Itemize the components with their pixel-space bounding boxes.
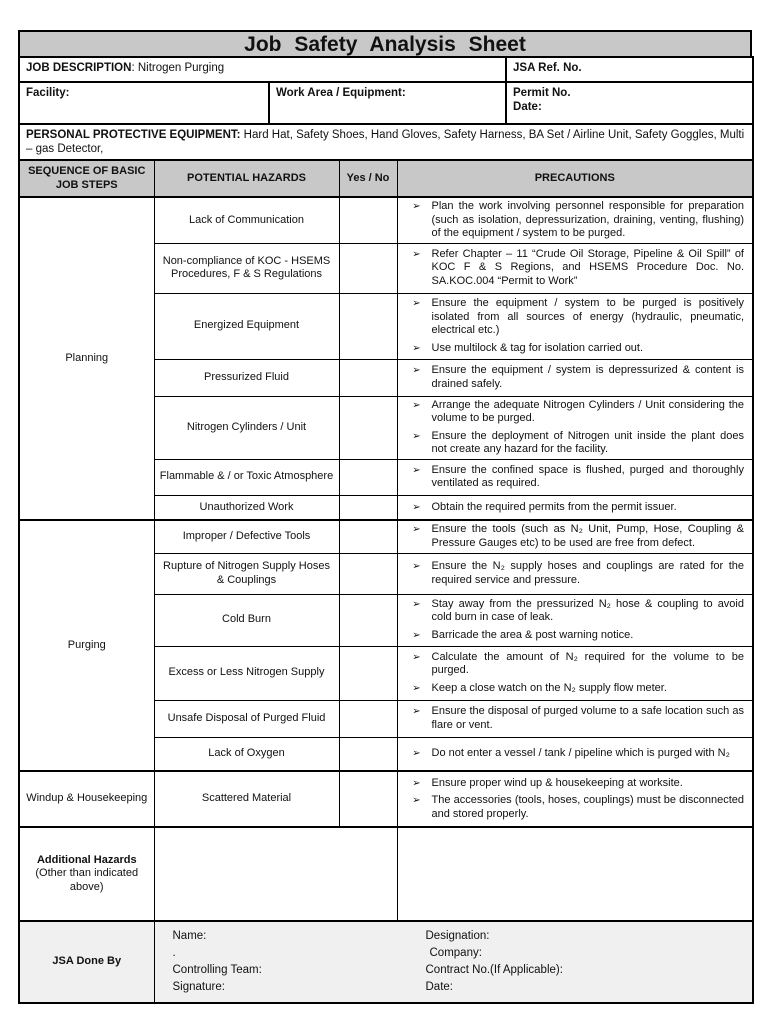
precaution-text: Do not enter a vessel / tank / pipeline which is purged with N₂ bbox=[431, 747, 730, 759]
precaution-item bbox=[402, 777, 749, 791]
precautions-cell bbox=[397, 396, 753, 459]
yes-no-cell bbox=[339, 700, 397, 737]
arrow-bullet-icon: ➢ bbox=[412, 298, 421, 309]
arrow-bullet-icon: ➢ bbox=[412, 682, 421, 694]
ppe-value: Hard Hat, Safety Shoes, Hand Gloves, Safety Harness, BA Set / Airline Unit, Safety Goggles, Multi – gas Detector, bbox=[26, 129, 745, 155]
arrow-bullet-icon: ➢ bbox=[412, 561, 421, 572]
header-info-table bbox=[18, 56, 754, 161]
column-header: POTENTIAL HAZARDS bbox=[154, 160, 339, 197]
precautions-cell bbox=[397, 520, 753, 553]
precaution-text: Barricade the area & post warning notice. bbox=[431, 628, 634, 641]
jsa-done-by-row bbox=[19, 921, 753, 1003]
hazard-cell: Energized Equipment bbox=[154, 293, 339, 359]
jsa-right-fields bbox=[426, 928, 749, 996]
precaution-text: Obtain the required permits from the permit issuer. bbox=[431, 500, 677, 513]
precaution-text: The accessories (tools, hoses, couplings) must be disconnected and stored properly. bbox=[431, 794, 744, 820]
form-field-label: Company: bbox=[429, 947, 482, 959]
precaution-item bbox=[402, 560, 749, 587]
yes-no-cell bbox=[339, 646, 397, 700]
precautions-cell bbox=[397, 553, 753, 594]
additional-hazards-label bbox=[19, 827, 154, 921]
yes-no-cell bbox=[339, 594, 397, 646]
precaution-item bbox=[402, 248, 749, 289]
hazard-cell: Flammable & / or Toxic Atmosphere bbox=[154, 459, 339, 495]
table-row bbox=[19, 520, 753, 553]
precautions-cell bbox=[397, 293, 753, 359]
precaution-item bbox=[402, 200, 749, 241]
precautions-cell bbox=[397, 243, 753, 293]
arrow-bullet-icon: ➢ bbox=[412, 464, 421, 476]
job-description-row bbox=[19, 57, 753, 82]
hazard-cell: Scattered Material bbox=[154, 771, 339, 827]
arrow-bullet-icon: ➢ bbox=[412, 598, 421, 610]
arrow-bullet-icon: ➢ bbox=[412, 201, 421, 212]
job-step-cell: Purging bbox=[19, 520, 154, 771]
yes-no-cell bbox=[339, 243, 397, 293]
precaution-item bbox=[402, 399, 749, 426]
precautions-cell bbox=[397, 197, 753, 243]
form-field-label: Contract No.(If Applicable): bbox=[425, 964, 563, 976]
precaution-item bbox=[402, 651, 749, 678]
precaution-text: Ensure the N₂ supply hoses and couplings are rated for the required service and pressure. bbox=[431, 560, 744, 586]
page-title: Job Safety Analysis Sheet bbox=[18, 30, 752, 58]
precaution-item bbox=[402, 430, 749, 457]
precaution-text: Keep a close watch on the N₂ supply flow meter. bbox=[431, 681, 667, 694]
hazard-cell: Pressurized Fluid bbox=[154, 359, 339, 396]
precautions-cell bbox=[397, 594, 753, 646]
arrow-bullet-icon: ➢ bbox=[412, 795, 421, 807]
precautions-cell bbox=[397, 737, 753, 771]
job-description-cell bbox=[19, 57, 506, 82]
precaution-text: Arrange the adequate Nitrogen Cylinders / Unit considering the volume to be purged. bbox=[431, 398, 744, 424]
additional-hazards-title: Additional Hazards bbox=[36, 853, 137, 866]
jsa-ref-label: JSA Ref. No. bbox=[513, 62, 582, 74]
form-field-label: Date: bbox=[425, 981, 453, 993]
precaution-text: Ensure the disposal of purged volume to a safe location such as flare or vent. bbox=[431, 705, 744, 731]
hazard-cell: Unsafe Disposal of Purged Fluid bbox=[154, 700, 339, 737]
hazard-cell: Non-compliance of KOC - HSEMS Procedures, F & S Regulations bbox=[154, 243, 339, 293]
facility-label: Facility: bbox=[26, 87, 70, 99]
yes-no-cell bbox=[339, 459, 397, 495]
jsa-table bbox=[18, 159, 754, 1004]
ppe-cell bbox=[19, 124, 753, 160]
permit-no-label: Permit No. bbox=[513, 87, 571, 99]
precautions-cell bbox=[397, 771, 753, 827]
form-field-label: . bbox=[172, 947, 176, 959]
arrow-bullet-icon: ➢ bbox=[412, 706, 421, 717]
precaution-item bbox=[402, 705, 749, 732]
yes-no-cell bbox=[339, 359, 397, 396]
hazard-cell: Improper / Defective Tools bbox=[154, 520, 339, 553]
precaution-item bbox=[402, 747, 749, 761]
hazard-cell: Excess or Less Nitrogen Supply bbox=[154, 646, 339, 700]
precaution-text: Plan the work involving personnel responsible for preparation (such as isolation, depressurization, draining, venting, flushing) of the equipment / system to be purged. bbox=[431, 200, 744, 239]
table-header-row bbox=[19, 160, 753, 197]
precaution-text: Ensure the equipment / system to be purged is positively isolated from all sources of energy (hydraulic, pneumatic, electrical etc.) bbox=[431, 297, 744, 336]
additional-hazards-row bbox=[19, 827, 753, 921]
precaution-text: Ensure the deployment of Nitrogen unit inside the plant does not create any hazard for the facility. bbox=[431, 429, 744, 455]
work-area-label: Work Area / Equipment: bbox=[276, 87, 406, 99]
arrow-bullet-icon: ➢ bbox=[412, 651, 421, 663]
hazard-cell: Cold Burn bbox=[154, 594, 339, 646]
permit-cell bbox=[506, 82, 753, 124]
arrow-bullet-icon: ➢ bbox=[412, 501, 421, 513]
hazard-cell: Lack of Communication bbox=[154, 197, 339, 243]
arrow-bullet-icon: ➢ bbox=[412, 777, 421, 789]
precaution-item bbox=[402, 794, 749, 821]
precaution-item bbox=[402, 297, 749, 338]
yes-no-cell bbox=[339, 197, 397, 243]
additional-hazards-subtitle: (Other than indicated above) bbox=[35, 867, 139, 893]
yes-no-cell bbox=[339, 396, 397, 459]
precautions-cell bbox=[397, 495, 753, 520]
arrow-bullet-icon: ➢ bbox=[412, 629, 421, 641]
precaution-text: Calculate the amount of N₂ required for the volume to be purged. bbox=[431, 650, 744, 677]
jsa-sheet bbox=[18, 30, 752, 1004]
arrow-bullet-icon: ➢ bbox=[412, 430, 421, 442]
additional-precautions-blank-cell bbox=[397, 827, 753, 921]
hazard-cell: Unauthorized Work bbox=[154, 495, 339, 520]
facility-row bbox=[19, 82, 753, 124]
jsa-ref-cell bbox=[506, 57, 753, 82]
column-header: Yes / No bbox=[339, 160, 397, 197]
date-label: Date: bbox=[513, 101, 542, 113]
precaution-item bbox=[402, 342, 749, 356]
column-header: SEQUENCE OF BASIC JOB STEPS bbox=[19, 160, 154, 197]
precaution-text: Use multilock & tag for isolation carried out. bbox=[431, 341, 644, 354]
precautions-cell bbox=[397, 359, 753, 396]
yes-no-cell bbox=[339, 771, 397, 827]
hazard-cell: Nitrogen Cylinders / Unit bbox=[154, 396, 339, 459]
hazard-cell: Rupture of Nitrogen Supply Hoses & Couplings bbox=[154, 553, 339, 594]
precautions-cell bbox=[397, 459, 753, 495]
job-description-value: : Nitrogen Purging bbox=[131, 62, 225, 74]
hazard-cell: Lack of Oxygen bbox=[154, 737, 339, 771]
precaution-item bbox=[402, 464, 749, 491]
form-field-label: Signature: bbox=[172, 981, 225, 993]
yes-no-cell bbox=[339, 293, 397, 359]
precaution-item bbox=[402, 364, 749, 391]
form-field-label: Name: bbox=[172, 930, 207, 942]
arrow-bullet-icon: ➢ bbox=[412, 342, 421, 354]
precaution-item bbox=[402, 501, 749, 515]
arrow-bullet-icon: ➢ bbox=[412, 248, 421, 260]
jsa-done-by-label: JSA Done By bbox=[19, 921, 154, 1003]
precaution-item bbox=[402, 523, 749, 550]
job-description-label: JOB DESCRIPTION bbox=[26, 62, 132, 74]
precaution-text: Ensure proper wind up & housekeeping at worksite. bbox=[431, 776, 683, 789]
precaution-text: Ensure the equipment / system is depressurized & content is drained safely. bbox=[431, 364, 744, 390]
additional-hazard-blank-cell bbox=[154, 827, 397, 921]
precaution-text: Stay away from the pressurized N₂ hose & coupling to avoid cold burn in case of leak. bbox=[431, 597, 744, 624]
arrow-bullet-icon: ➢ bbox=[412, 748, 421, 759]
precaution-text: Refer Chapter – 11 “Crude Oil Storage, Pipeline & Oil Spill” of KOC F & S Regions, and HSEMS Procedure Doc. No. SA.KOC.004 “Permit to Work” bbox=[431, 247, 744, 287]
job-step-cell: Windup & Housekeeping bbox=[19, 771, 154, 827]
ppe-row bbox=[19, 124, 753, 160]
precaution-text: Ensure the tools (such as N₂ Unit, Pump, Hose, Coupling & Pressure Gauges etc) to be used are free from defect. bbox=[431, 523, 744, 549]
yes-no-cell bbox=[339, 520, 397, 553]
facility-cell bbox=[19, 82, 269, 124]
yes-no-cell bbox=[339, 553, 397, 594]
yes-no-cell bbox=[339, 495, 397, 520]
jsa-done-by-content bbox=[154, 921, 753, 1003]
precaution-item bbox=[402, 629, 749, 643]
precautions-cell bbox=[397, 646, 753, 700]
precaution-text: Ensure the confined space is flushed, purged and thoroughly ventilated as required. bbox=[431, 463, 744, 489]
form-field-label: Designation: bbox=[425, 930, 490, 942]
precaution-item bbox=[402, 682, 749, 696]
job-step-cell: Planning bbox=[19, 197, 154, 520]
ppe-label: PERSONAL PROTECTIVE EQUIPMENT: bbox=[26, 129, 241, 141]
work-area-cell bbox=[269, 82, 506, 124]
jsa-left-fields bbox=[159, 928, 426, 996]
yes-no-cell bbox=[339, 737, 397, 771]
column-header: PRECAUTIONS bbox=[397, 160, 753, 197]
form-field-label: Controlling Team: bbox=[172, 964, 262, 976]
table-row bbox=[19, 771, 753, 827]
precaution-item bbox=[402, 598, 749, 625]
arrow-bullet-icon: ➢ bbox=[412, 365, 421, 376]
table-row bbox=[19, 197, 753, 243]
precautions-cell bbox=[397, 700, 753, 737]
arrow-bullet-icon: ➢ bbox=[412, 399, 421, 411]
arrow-bullet-icon: ➢ bbox=[412, 524, 421, 536]
jsa-done-by-columns bbox=[159, 928, 749, 996]
